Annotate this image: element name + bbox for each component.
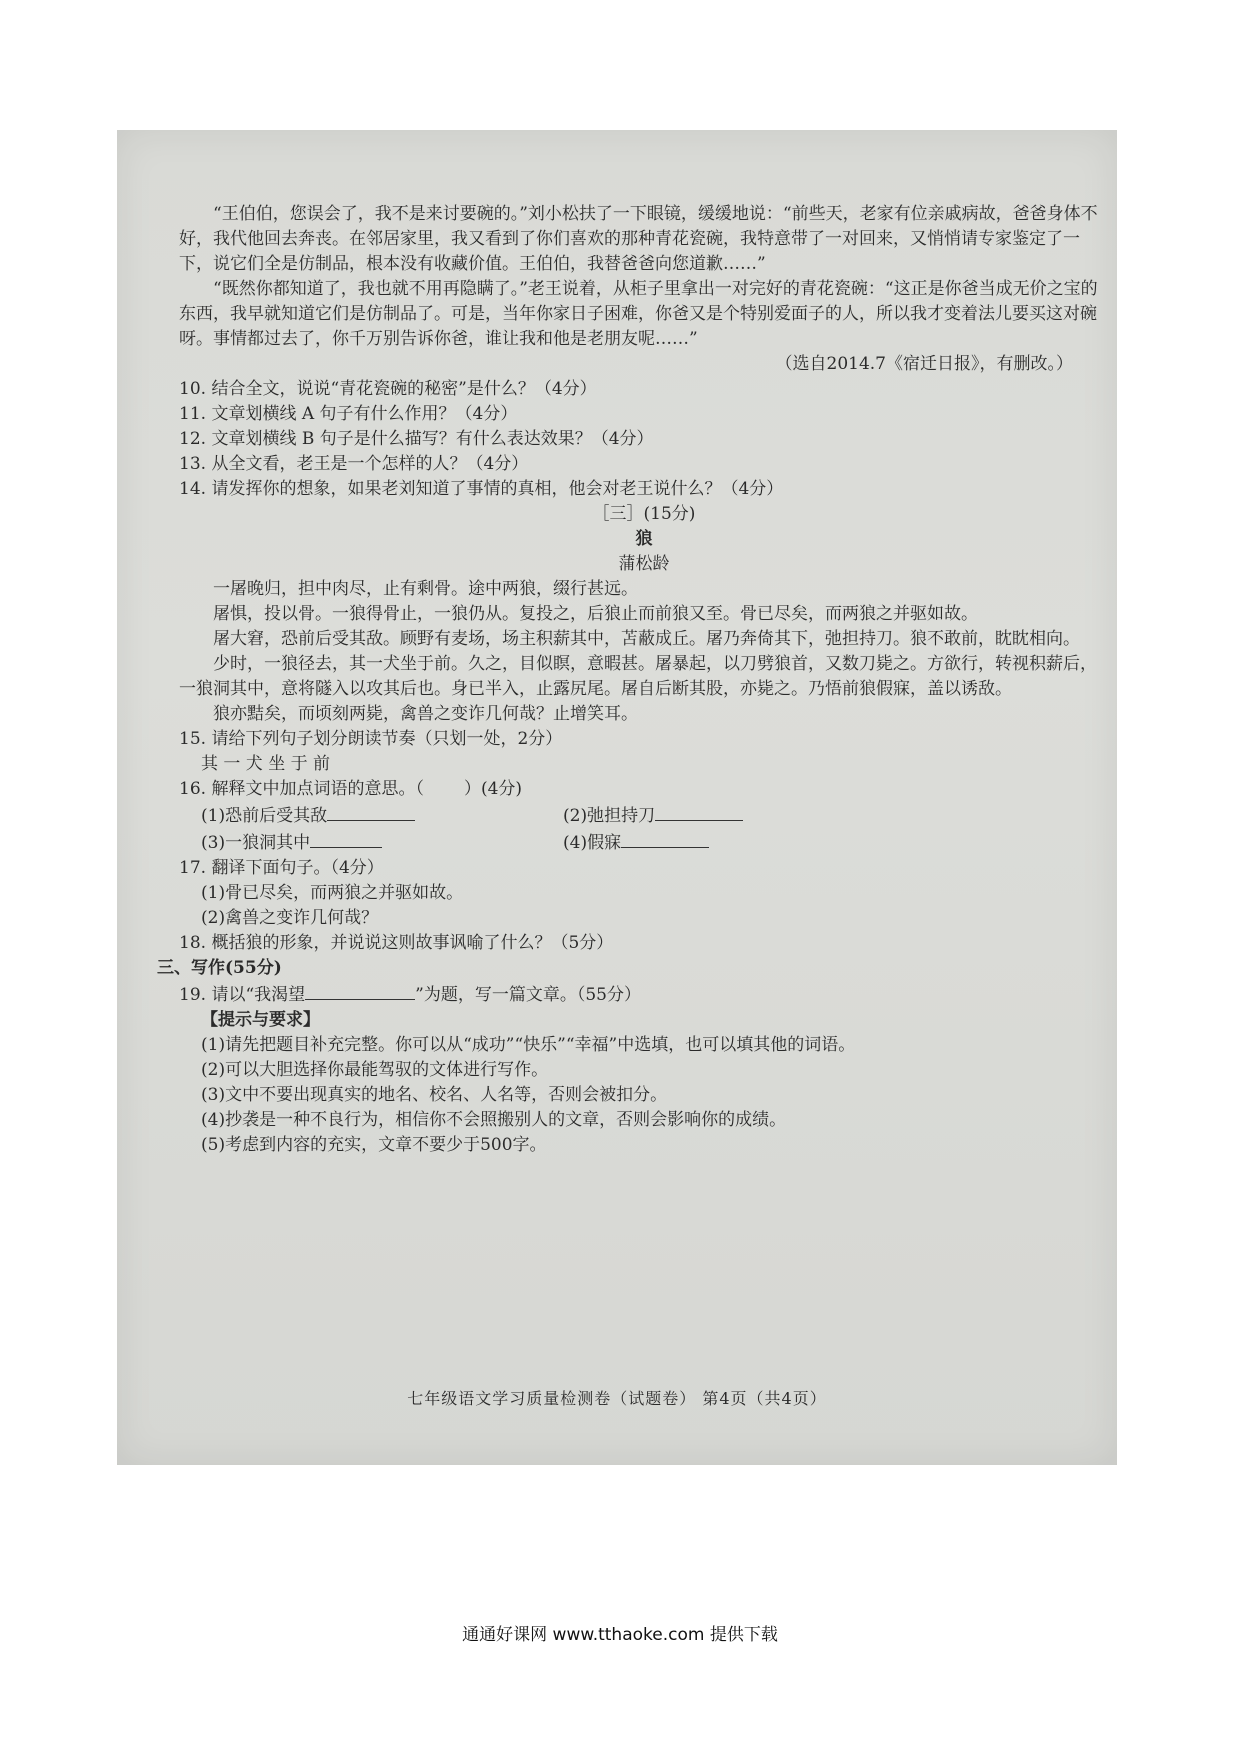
classical-paragraph: 一屠晚归，担中肉尽，止有剩骨。途中两狼，缀行甚远。 [213,579,638,599]
question-16-item [563,829,925,856]
classical-paragraph: 屠大窘，恐前后受其敌。顾野有麦场，场主积薪其中，苫蔽成丘。屠乃奔倚其下，弛担持刀。狼不敢前，眈眈相向。 [213,629,1080,649]
question-16-score: ）(4分) [463,779,523,799]
answer-blank [327,802,415,821]
tip-item: (5)考虑到内容的充实，文章不要少于500字。 [201,1135,547,1155]
question-12: 12. 文章划横线 B 句子是什么描写？有什么表达效果？（4分） [179,429,654,449]
text-author: 蒲松龄 [618,554,670,574]
question-10: 10. 结合全文，说说“青花瓷碗的秘密”是什么？（4分） [179,379,597,399]
question-11: 11. 文章划横线 A 句子有什么作用？（4分） [179,404,518,424]
tips-title: 【提示与要求】 [201,1010,320,1030]
scanned-page-photo [117,130,1117,1465]
passage-paragraph: “既然你都知道了，我也就不用再隐瞒了。”老王说着，从柜子里拿出一对完好的青花瓷碗：“这正是你爸当成无价之宝的东西，我早就知道它们是仿制品了。可是，当年你家日子困难，你爸又是个特别爱面子的人，所以我才变着法儿要买这对碗呀。事情都过去了，你千万别告诉你爸，谁让我和他是老朋友呢……” [179,279,1098,349]
tip-item: (2)可以大胆选择你最能驾驭的文体进行写作。 [201,1060,549,1080]
tip-item: (3)文中不要出现真实的地名、校名、人名等，否则会被扣分。 [201,1085,668,1105]
passage-source: （选自2014.7《宿迁日报》，有删改。） [775,354,1073,374]
page-footer: 七年级语文学习质量检测卷（试题卷） 第4页（共4页） [407,1389,827,1408]
question-19 [179,981,1109,1008]
question-15: 15. 请给下列句子划分朗读节奏（只划一处，2分） [179,729,563,749]
classical-paragraph: 狼亦黠矣，而顷刻两毙，禽兽之变诈几何哉？止增笑耳。 [213,704,638,724]
question-16-item [563,802,925,829]
item-label: (3)一狼洞其中 [201,833,311,853]
question-18: 18. 概括狼的形象，并说说这则故事讽喻了什么？（5分） [179,933,614,953]
question-16-row [201,802,1109,829]
item-label: (4)假寐 [563,833,622,853]
question-17-item: (1)骨已尽矣，而两狼之并驱如故。 [201,883,464,903]
question-16 [179,777,1109,802]
writing-header: 三、写作(55分) [157,958,282,978]
text-title: 狼 [635,529,653,549]
question-16-row [201,829,1109,856]
question-13: 13. 从全文看，老王是一个怎样的人？（4分） [179,454,529,474]
answer-blank [655,802,743,821]
question-15-sentence: 其 一 犬 坐 于 前 [201,754,331,774]
answer-blank [621,829,709,848]
tip-item: (1)请先把题目补充完整。你可以从“成功”“快乐”“幸福”中选填，也可以填其他的词语。 [201,1035,856,1055]
question-16-text: 16. 解释文中加点词语的意思。（ [179,779,424,799]
classical-paragraph: 屠惧，投以骨。一狼得骨止，一狼仍从。复投之，后狼止而前狼又至。骨已尽矣，而两狼之并驱如故。 [213,604,978,624]
item-label: (2)弛担持刀 [563,806,656,826]
question-16-item [201,829,563,856]
question-14: 14. 请发挥你的想象，如果老刘知道了事情的真相，他会对老王说什么？（4分） [179,479,784,499]
title-blank [305,981,415,1000]
question-16-item [201,802,563,829]
download-credit: 通通好课网 www.tthaoke.com 提供下载 [462,1625,778,1645]
section-header: ［三］(15分) [592,504,696,524]
question-19-rest: ”为题，写一篇文章。（55分） [415,985,641,1005]
classical-paragraph: 少时，一狼径去，其一犬坐于前。久之，目似瞑，意暇甚。屠暴起，以刀劈狼首，又数刀毙之。方欲行，转视积薪后，一狼洞其中，意将隧入以攻其后也。身已半入，止露尻尾。屠自后断其股，亦毙之。乃悟前狼假寐，盖以诱敌。 [179,654,1097,699]
answer-blank [310,829,382,848]
question-17-item: (2)禽兽之变诈几何哉？ [201,908,379,928]
tip-item: (4)抄袭是一种不良行为，相信你不会照搬别人的文章，否则会影响你的成绩。 [201,1110,787,1130]
passage-paragraph: “王伯伯，您误会了，我不是来讨要碗的。”刘小松扶了一下眼镜，缓缓地说：“前些天，老家有位亲戚病故，爸爸身体不好，我代他回去奔丧。在邻居家里，我又看到了你们喜欢的那种青花瓷碗，我特意带了一对回来，又悄悄请专家鉴定了一下，说它们全是仿制品，根本没有收藏价值。王伯伯，我替爸爸向您道歉……” [179,204,1098,274]
item-label: (1)恐前后受其敌 [201,806,328,826]
exam-content [157,202,1109,1158]
question-17: 17. 翻译下面句子。（4分） [179,858,384,878]
question-19-text: 19. 请以“我渴望 [179,985,306,1005]
